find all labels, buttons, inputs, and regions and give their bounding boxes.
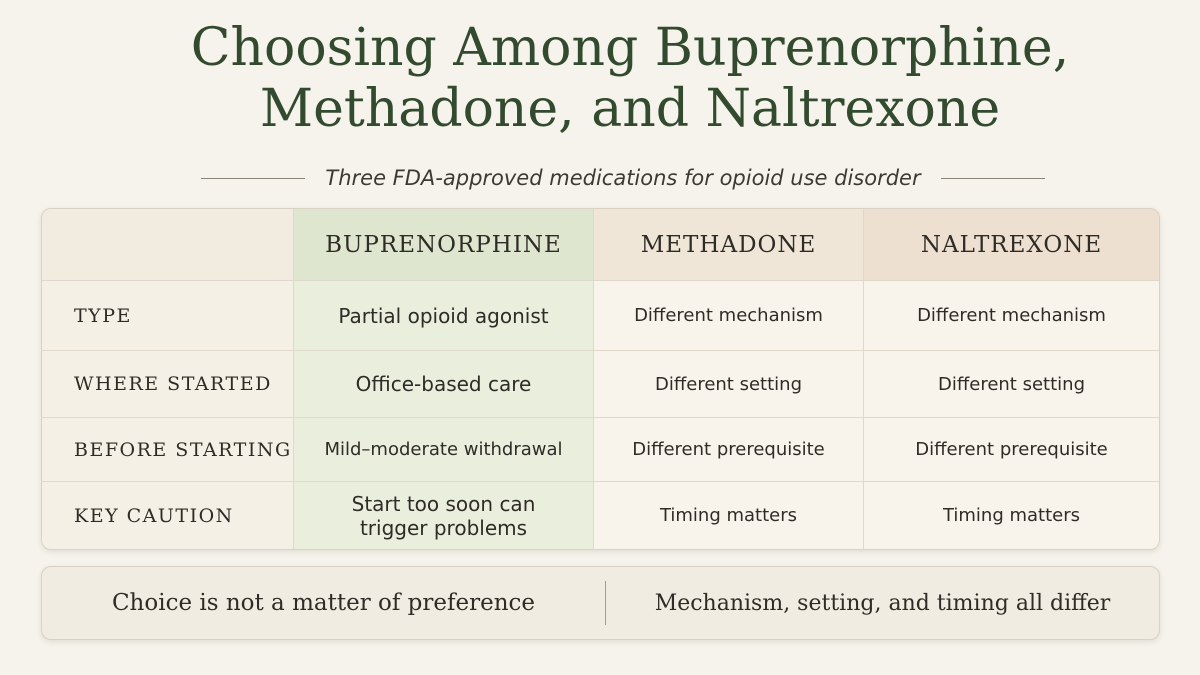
title-line-2: Methadone, and Naltrexone (259, 78, 1001, 139)
row-label-where-started: WHERE STARTED (42, 351, 294, 418)
table-cell: Different prerequisite (594, 418, 864, 482)
table-cell: Different mechanism (594, 281, 864, 351)
comparison-table (41, 208, 1160, 550)
summary-left-text: Choice is not a matter of preference (111, 590, 536, 616)
table-cell: Office-based care (294, 351, 594, 418)
table-cell: Start too soon can trigger problems (294, 482, 594, 549)
subtitle: Three FDA-approved medications for opioid use disorder (325, 166, 921, 190)
subtitle-row (0, 166, 1200, 190)
table-cell: Different setting (864, 351, 1159, 418)
table-corner-cell (42, 209, 294, 281)
row-label-key-caution: KEY CAUTION (42, 482, 294, 549)
column-header-buprenorphine: BUPRENORPHINE (294, 209, 594, 281)
row-label-before-starting: BEFORE STARTING (42, 418, 294, 482)
title-line-1: Choosing Among Buprenorphine, (190, 18, 1070, 78)
table-cell: Partial opioid agonist (294, 281, 594, 351)
summary-right-text: Mechanism, setting, and timing all differ (654, 590, 1111, 616)
table-cell: Timing matters (594, 482, 864, 549)
table-cell: Different prerequisite (864, 418, 1159, 482)
table-cell: Timing matters (864, 482, 1159, 549)
table-cell: Mild–moderate withdrawal (294, 418, 594, 482)
row-label-type: TYPE (42, 281, 294, 351)
column-header-methadone: METHADONE (594, 209, 864, 281)
table-cell: Different setting (594, 351, 864, 418)
column-header-naltrexone: NALTREXONE (864, 209, 1159, 281)
summary-banner (41, 566, 1160, 640)
table-cell: Different mechanism (864, 281, 1159, 351)
page-title (0, 18, 1200, 140)
subtitle-rule-left (201, 178, 305, 179)
subtitle-rule-right (941, 178, 1045, 179)
